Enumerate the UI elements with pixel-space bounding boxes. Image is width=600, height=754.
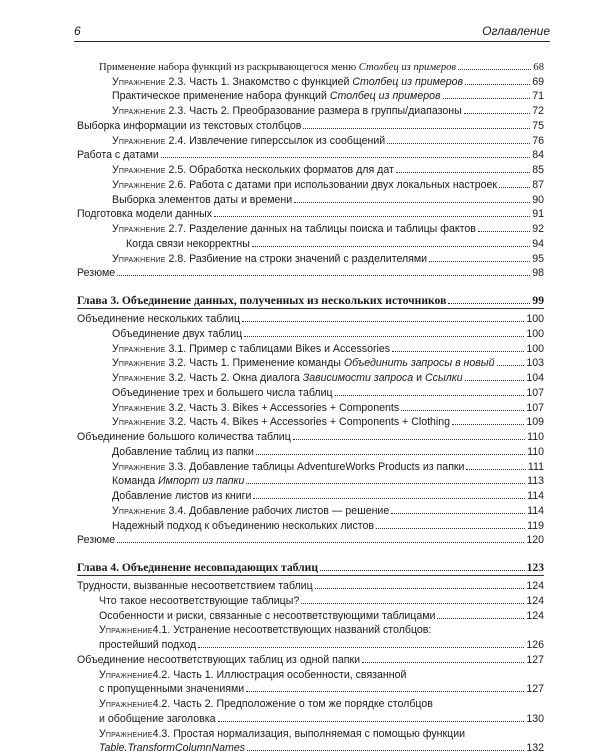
- toc-entry[interactable]: Резюме 98: [77, 267, 544, 280]
- page-ref: 84: [532, 149, 544, 162]
- page-ref: 114: [527, 490, 544, 502]
- page-ref: 90: [532, 193, 544, 206]
- toc-entry[interactable]: Объединение трех и большего числа таблиц 107: [112, 386, 544, 399]
- page-ref: 120: [526, 534, 544, 547]
- page-ref: 107: [526, 386, 544, 399]
- toc-entry[interactable]: Упражнение 2.7. Разделение данных на таблицы поиска и таблицы фактов 92: [112, 223, 544, 235]
- page-ref: 85: [532, 164, 544, 176]
- page-ref: 71: [532, 90, 544, 103]
- page-ref: 100: [526, 313, 544, 325]
- chapter-3-heading[interactable]: Глава 3. Объединение данных, полученных из нескольких источников 99: [77, 294, 544, 308]
- page-ref: 109: [526, 416, 544, 429]
- page-ref: 127: [526, 683, 544, 696]
- toc-entry[interactable]: Особенности и риски, связанные с несоответствующими таблицами 124: [99, 609, 544, 622]
- page-ref: 69: [532, 75, 544, 88]
- toc-entry[interactable]: Надежный подход к объединению нескольких листов 119: [112, 519, 544, 532]
- toc-entry[interactable]: Упражнение 3.2. Часть 3. Bikes + Accessories + Components 107: [112, 401, 544, 414]
- toc-entry[interactable]: Упражнение 2.4. Извлечение гиперссылок из сообщений 76: [112, 134, 544, 147]
- page-ref: 100: [526, 342, 544, 355]
- toc-entry[interactable]: Упражнение 3.2. Часть 1. Применение команды Объединить запросы в новый 103: [112, 357, 544, 370]
- page-ref: 87: [532, 178, 544, 191]
- toc-entry[interactable]: Упражнение 4.3. Простая нормализация, выполняемая с помощью функции Table.TransformColumnNames 132: [99, 727, 544, 754]
- toc-entry[interactable]: Упражнение 3.2. Часть 4. Bikes + Accessories + Components + Clothing 109: [112, 416, 544, 429]
- page-ref: 124: [526, 580, 544, 592]
- page-ref: 99: [532, 294, 544, 308]
- page-ref: 95: [532, 252, 544, 265]
- page-ref: 110: [527, 431, 544, 443]
- toc-entry[interactable]: Упражнение 2.3. Часть 1. Знакомство с функцией Столбец из примеров 69: [112, 75, 544, 88]
- page-ref: 98: [532, 267, 544, 280]
- page-ref: 107: [526, 401, 544, 414]
- toc-entry[interactable]: Объединение несоответствующих таблиц из одной папки 127: [77, 653, 544, 666]
- page-number: 6: [74, 24, 81, 38]
- page-ref: 92: [532, 223, 544, 235]
- page-ref: 123: [526, 561, 544, 575]
- page-ref: 126: [526, 639, 544, 651]
- running-header: [74, 24, 550, 42]
- running-title: Оглавление: [482, 24, 550, 38]
- toc-entry[interactable]: Упражнение 4.1. Устранение несоответствующих названий столбцов: простейший подход 126: [99, 624, 544, 651]
- toc-entry[interactable]: Выборка элементов даты и времени 90: [112, 193, 544, 206]
- page-ref: 127: [526, 653, 544, 666]
- toc-entry[interactable]: Практическое применение набора функций Столбец из примеров 71: [112, 90, 544, 103]
- toc-entry[interactable]: Применение набора функций из раскрывающегося меню Столбец из примеров 68: [99, 61, 544, 73]
- page-ref: 103: [526, 357, 544, 370]
- page-ref: 124: [526, 609, 544, 622]
- toc-entry[interactable]: Добавление листов из книги 114: [112, 490, 544, 502]
- toc-entry[interactable]: Объединение большого количества таблиц 110: [77, 431, 544, 443]
- page-ref: 130: [526, 712, 544, 725]
- toc-entry[interactable]: Упражнение 2.8. Разбиение на строки значений с разделителями 95: [112, 252, 544, 265]
- toc-entry[interactable]: Упражнение 4.2. Часть 2. Предположение о том же порядке столбцов и обобщение заголовка 130: [99, 698, 544, 725]
- toc-entry[interactable]: Упражнение 4.2. Часть 1. Иллюстрация особенности, связанной с пропущенными значениями 127: [99, 668, 544, 696]
- toc-entry[interactable]: Трудности, вызванные несоответствием таблиц 124: [77, 580, 544, 592]
- page-ref: 100: [526, 327, 544, 340]
- page-ref: 91: [532, 208, 544, 221]
- page-ref: 110: [527, 445, 544, 458]
- chapter-divider: [77, 308, 544, 309]
- toc-entry[interactable]: Упражнение 3.3. Добавление таблицы AdventureWorks Products из папки 111: [112, 460, 544, 473]
- page-ref: 124: [526, 594, 544, 607]
- toc-entry[interactable]: Упражнение 2.6. Работа с датами при использовании двух локальных настроек 87: [112, 178, 544, 191]
- page-ref: 113: [527, 475, 544, 488]
- toc-entry[interactable]: Упражнение 3.4. Добавление рабочих листов — решение 114: [112, 504, 544, 517]
- page-ref: 132: [526, 742, 544, 754]
- page-ref: 68: [533, 61, 544, 73]
- toc-entry[interactable]: Объединение двух таблиц 100: [112, 327, 544, 340]
- page-ref: 111: [527, 460, 544, 473]
- toc-entry[interactable]: Подготовка модели данных 91: [77, 208, 544, 221]
- page-ref: 94: [532, 237, 544, 250]
- chapter-divider: [77, 575, 544, 576]
- table-of-contents: [77, 58, 544, 754]
- chapter-4-heading[interactable]: Глава 4. Объединение несовпадающих таблиц 123: [77, 561, 544, 575]
- page-ref: 114: [527, 504, 544, 517]
- toc-entry[interactable]: Когда связи некорректны 94: [126, 237, 544, 250]
- toc-entry[interactable]: Добавление таблиц из папки 110: [112, 445, 544, 458]
- toc-entry[interactable]: Что такое несоответствующие таблицы? 124: [99, 594, 544, 607]
- toc-entry[interactable]: Упражнение 3.2. Часть 2. Окна диалога Зависимости запроса и Ссылки 104: [112, 372, 544, 384]
- toc-entry[interactable]: Резюме 120: [77, 534, 544, 547]
- page-ref: 119: [527, 519, 544, 532]
- toc-entry[interactable]: Работа с датами 84: [77, 149, 544, 162]
- page-ref: 72: [532, 105, 544, 117]
- page-ref: 75: [532, 119, 544, 132]
- toc-entry[interactable]: Команда Импорт из папки 113: [112, 475, 544, 488]
- toc-entry[interactable]: Выборка информации из текстовых столбцов 75: [77, 119, 544, 132]
- page-ref: 76: [532, 134, 544, 147]
- toc-entry[interactable]: Упражнение 2.5. Обработка нескольких форматов для дат 85: [112, 164, 544, 176]
- toc-entry[interactable]: Объединение нескольких таблиц 100: [77, 313, 544, 325]
- page-ref: 104: [526, 372, 544, 384]
- toc-entry[interactable]: Упражнение 2.3. Часть 2. Преобразование размера в группы/диапазоны 72: [112, 105, 544, 117]
- toc-entry[interactable]: Упражнение 3.1. Пример с таблицами Bikes и Accessories 100: [112, 342, 544, 355]
